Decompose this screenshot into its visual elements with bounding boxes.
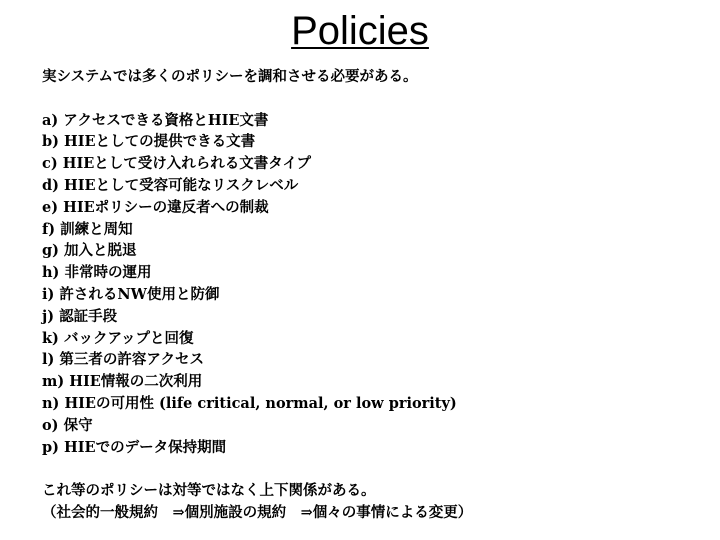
policy-item-b: b) HIEとしての提供できる文書 bbox=[42, 133, 256, 151]
closing-text-line-2: （社会的一般規約 ⇒個別施設の規約 ⇒個々の事情による変更） bbox=[42, 503, 473, 521]
policy-item-e: e) HIEポリシーの違反者への制裁 bbox=[42, 198, 269, 216]
policy-item-n: n) HIEの可用性 (life critical, normal, or low priority) bbox=[42, 394, 457, 412]
policy-item-m: m) HIE情報の二次利用 bbox=[42, 373, 203, 391]
policy-item-a: a) アクセスできる資格とHIE文書 bbox=[42, 111, 269, 129]
policy-item-d: d) HIEとして受容可能なリスクレベル bbox=[42, 176, 299, 194]
policy-item-g: g) 加入と脱退 bbox=[42, 242, 137, 260]
closing-text-line-1: これ等のポリシーは対等ではなく上下関係がある。 bbox=[42, 482, 376, 500]
policy-list bbox=[42, 110, 692, 459]
policy-item-c: c) HIEとして受け入れられる文書タイプ bbox=[42, 155, 312, 173]
policy-item-p: p) HIEでのデータ保持期間 bbox=[42, 438, 227, 456]
policy-item-i: i) 許されるNW使用と防御 bbox=[42, 285, 220, 303]
slide-title-text: Policies bbox=[291, 9, 429, 53]
policy-item-k: k) バックアップと回復 bbox=[42, 329, 194, 347]
slide-title bbox=[0, 6, 720, 56]
policy-item-j: j) 認証手段 bbox=[42, 307, 118, 325]
policy-item-l: l) 第三者の許容アクセス bbox=[42, 351, 204, 369]
intro-text: 実システムでは多くのポリシーを調和させる必要がある。 bbox=[42, 68, 418, 85]
policy-item-h: h) 非常時の運用 bbox=[42, 264, 152, 282]
policy-item-f: f) 訓練と周知 bbox=[42, 220, 133, 238]
policy-item-o: o) 保守 bbox=[42, 416, 93, 434]
slide-body bbox=[42, 66, 692, 524]
